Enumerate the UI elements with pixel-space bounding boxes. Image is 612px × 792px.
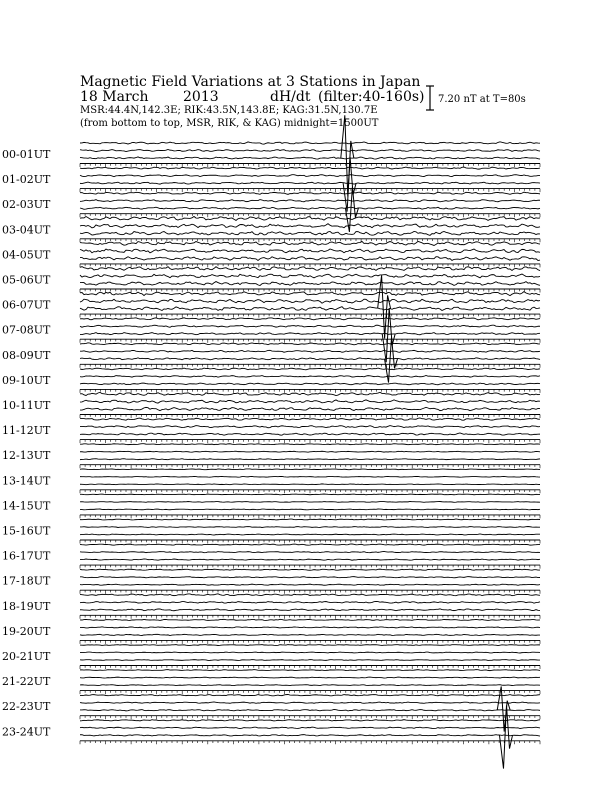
quantity-label: dH/dt xyxy=(270,89,311,105)
hour-label: 17-18UT xyxy=(2,574,51,588)
trace-kag xyxy=(80,469,540,470)
trace-msr xyxy=(80,660,540,661)
trace-rik xyxy=(80,527,540,528)
hour-row-10-11ut xyxy=(2,392,540,418)
trace-rik xyxy=(80,400,540,403)
hour-label: 19-20UT xyxy=(2,624,51,638)
trace-rik xyxy=(80,451,540,452)
minute-ticks xyxy=(80,716,540,720)
trace-kag xyxy=(80,216,540,220)
trace-rik xyxy=(80,551,540,552)
hour-label: 14-15UT xyxy=(2,499,51,513)
trace-msr xyxy=(80,207,540,209)
trace-kag xyxy=(80,368,540,370)
hour-row-19-20ut xyxy=(2,619,540,644)
trace-msr xyxy=(80,584,540,585)
minute-ticks xyxy=(80,189,540,193)
hour-label: 13-14UT xyxy=(2,474,51,488)
trace-msr xyxy=(80,157,540,159)
hour-label: 23-24UT xyxy=(2,725,51,739)
hour-label: 16-17UT xyxy=(2,549,51,563)
hour-label: 03-04UT xyxy=(2,223,51,237)
hour-row-11-12ut xyxy=(2,418,540,443)
trace-rik xyxy=(80,200,540,202)
trace-kag xyxy=(80,519,540,520)
trace-rik xyxy=(80,652,540,653)
trace-rik xyxy=(80,249,540,253)
trace-msr xyxy=(80,182,540,184)
minute-ticks xyxy=(80,465,540,469)
hour-label: 05-06UT xyxy=(2,273,51,287)
trace-kag xyxy=(80,192,540,194)
hour-row-17-18ut xyxy=(2,569,540,594)
minute-ticks xyxy=(80,289,540,293)
hour-rows xyxy=(2,115,540,768)
trace-kag xyxy=(80,494,540,495)
trace-msr xyxy=(80,459,540,460)
trace-msr xyxy=(80,634,540,635)
hour-row-21-22ut xyxy=(2,670,540,695)
hour-row-22-23ut xyxy=(2,694,540,719)
hour-row-14-15ut xyxy=(2,494,540,518)
trace-msr xyxy=(80,559,540,560)
trace-kag xyxy=(80,167,540,169)
order-label: (from bottom to top, MSR, RIK, & KAG) midnight=1500UT xyxy=(80,118,379,129)
minute-ticks xyxy=(80,540,540,544)
trace-msr xyxy=(80,685,540,686)
minute-ticks xyxy=(80,164,540,168)
trace-kag xyxy=(80,444,540,445)
hour-row-16-17ut xyxy=(2,544,540,569)
hour-row-04-05ut xyxy=(2,241,540,267)
trace-kag xyxy=(80,619,540,620)
trace-kag xyxy=(80,343,540,345)
trace-rik xyxy=(80,299,540,303)
date-label: 18 March xyxy=(80,89,149,105)
scale-bar-label: 7.20 nT at T=80s xyxy=(438,94,526,105)
trace-msr xyxy=(80,231,540,235)
trace-rik xyxy=(80,325,540,327)
trace-rik xyxy=(80,476,540,477)
hour-row-15-16ut xyxy=(2,519,540,544)
hour-row-02-03ut xyxy=(2,192,540,217)
hour-label: 12-13UT xyxy=(2,449,51,463)
hour-row-18-19ut xyxy=(2,594,540,619)
trace-msr xyxy=(80,333,540,335)
hour-label: 11-12UT xyxy=(2,424,51,438)
trace-msr xyxy=(80,407,540,410)
hour-row-05-06ut xyxy=(2,267,540,293)
hour-row-09-10ut xyxy=(2,368,540,393)
hour-label: 21-22UT xyxy=(2,675,51,689)
stations-label: MSR:44.4N,142.3E; RIK:43.5N,143.8E; KAG:31.5N,130.7E xyxy=(80,105,378,116)
hour-label: 22-23UT xyxy=(2,700,51,714)
minute-ticks xyxy=(80,515,540,519)
trace-msr xyxy=(80,358,540,360)
trace-msr xyxy=(80,282,540,286)
trace-kag xyxy=(80,569,540,570)
minute-ticks xyxy=(80,490,540,494)
hour-label: 10-11UT xyxy=(2,399,51,412)
trace-msr xyxy=(80,257,540,261)
hour-row-08-09ut xyxy=(2,343,540,368)
minute-ticks xyxy=(80,640,540,644)
minute-ticks xyxy=(80,364,540,368)
trace-rik xyxy=(80,375,540,377)
hour-label: 15-16UT xyxy=(2,524,51,538)
hour-label: 02-03UT xyxy=(2,198,51,212)
trace-msr xyxy=(80,609,540,611)
chart-title: Magnetic Field Variations at 3 Stations in Japan xyxy=(80,74,421,90)
trace-rik xyxy=(80,350,540,352)
minute-ticks xyxy=(80,314,540,318)
hour-label: 06-07UT xyxy=(2,298,51,312)
trace-rik xyxy=(80,149,540,151)
trace-kag xyxy=(80,645,540,646)
trace-kag xyxy=(80,594,540,596)
minute-ticks xyxy=(80,615,540,619)
minute-ticks xyxy=(80,440,540,444)
minute-ticks xyxy=(80,741,540,745)
hour-row-00-01ut xyxy=(2,142,540,167)
minute-ticks xyxy=(80,415,540,419)
minute-ticks xyxy=(80,691,540,695)
trace-rik xyxy=(80,627,540,628)
hour-row-07-08ut xyxy=(2,318,540,343)
hour-row-06-07ut xyxy=(2,292,540,318)
hour-row-01-02ut xyxy=(2,167,540,192)
trace-kag xyxy=(80,720,540,721)
trace-msr xyxy=(80,484,540,485)
trace-rik xyxy=(80,274,540,278)
hour-label: 08-09UT xyxy=(2,348,51,362)
hour-label: 07-08UT xyxy=(2,323,51,337)
trace-rik xyxy=(80,727,540,728)
minute-ticks xyxy=(80,565,540,569)
hour-row-12-13ut xyxy=(2,444,540,469)
trace-msr xyxy=(80,383,540,385)
trace-kag xyxy=(80,670,540,671)
trace-rik xyxy=(80,224,540,228)
spike-event xyxy=(378,275,391,338)
minute-ticks xyxy=(80,239,540,243)
trace-msr xyxy=(80,710,540,711)
minute-ticks xyxy=(80,264,540,268)
hour-label: 01-02UT xyxy=(2,173,51,187)
trace-msr xyxy=(80,307,540,311)
trace-rik xyxy=(80,577,540,578)
hour-row-13-14ut xyxy=(2,469,540,493)
minute-ticks xyxy=(80,339,540,343)
trace-kag xyxy=(80,318,540,320)
trace-kag xyxy=(80,142,540,144)
hour-row-03-04ut xyxy=(2,216,540,242)
minute-ticks xyxy=(80,590,540,594)
trace-kag xyxy=(80,418,540,420)
trace-msr xyxy=(80,433,540,435)
filter-label: (filter:40-160s) xyxy=(318,89,425,105)
trace-msr xyxy=(80,534,540,535)
hour-label: 20-21UT xyxy=(2,650,51,663)
trace-rik xyxy=(80,175,540,177)
trace-msr xyxy=(80,735,540,736)
trace-rik xyxy=(80,677,540,678)
hour-row-23-24ut xyxy=(2,720,540,745)
scale-bar xyxy=(426,86,526,110)
trace-rik xyxy=(80,426,540,428)
trace-rik xyxy=(80,702,540,703)
trace-rik xyxy=(80,501,540,502)
minute-ticks xyxy=(80,389,540,393)
trace-kag xyxy=(80,544,540,545)
hour-label: 00-01UT xyxy=(2,148,51,161)
hour-label: 18-19UT xyxy=(2,599,51,613)
trace-kag xyxy=(80,694,540,695)
year-label: 2013 xyxy=(183,89,219,105)
hour-label: 04-05UT xyxy=(2,248,51,262)
trace-msr xyxy=(80,509,540,510)
hour-label: 09-10UT xyxy=(2,373,51,387)
hour-row-20-21ut xyxy=(2,645,540,669)
minute-ticks xyxy=(80,666,540,670)
spike-event xyxy=(500,705,513,768)
trace-rik xyxy=(80,601,540,603)
